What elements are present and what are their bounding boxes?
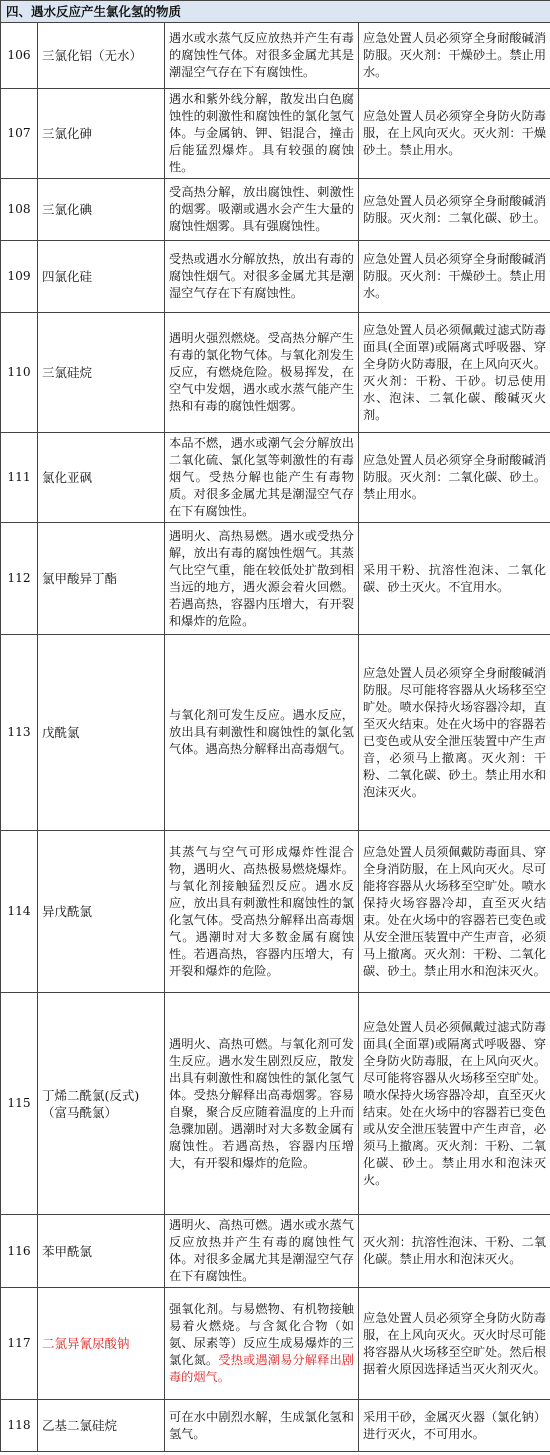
table-row [1, 523, 550, 635]
row-number: 115 [1, 993, 38, 1215]
hazard-property-text: 遇明火强烈燃烧。受高热分解产生有毒的氯化物气体。与氧化剂发生反应，有燃烧危险。极易挥发，在空气中发烟，遇水或水蒸气能产生热和有毒的腐蚀性烟雾。 [169, 331, 354, 413]
hazard-property [165, 313, 359, 433]
hazard-property [165, 1288, 359, 1400]
table-row [1, 993, 550, 1215]
emergency-measure: 应急处置人员必须佩戴过滤式防毒面具(全面罩)或隔离式呼吸器、穿全身防火防毒服，在上风向灭火。尽可能将容器从火场移至空旷处。喷水保持火场容器冷却，直至灭火结束。处在火场中的容器若已变色或从安全泄压装置中产生声音，必须马上撤离。灭火剂：干粉、二氧化碳、砂土。禁止用水和泡沫灭火。 [359, 993, 550, 1215]
section-title: 四、遇水反应产生氯化氢的物质 [1, 1, 550, 23]
substance-name: 戊酰氯 [38, 635, 165, 831]
emergency-measure: 灭火剂：抗溶性泡沫、干粉、二氧化碳。禁止用水和泡沫灭火。 [359, 1215, 550, 1288]
hazard-property-text: 遇明火、高热易燃。遇水或受热分解，放出有毒的腐蚀性烟气。其蒸气比空气重，能在较低处扩散到相当远的地方，遇火源会着火回燃。若遇高热，容器内压增大，有开裂和爆炸的危险。 [169, 528, 354, 628]
table-row [1, 1215, 550, 1288]
hazard-property-text: 可在水中剧烈水解，生成氯化氢和氢气。 [169, 1409, 354, 1441]
hazard-property [165, 23, 359, 89]
row-number: 109 [1, 241, 38, 313]
substance-name: 三氯硅烷 [38, 313, 165, 433]
hazard-property [165, 433, 359, 523]
hazard-property-text: 遇水和紫外线分解，散发出白色腐蚀性的刺激性和腐蚀性的氯化氢气体。与金属钠、钾、铝混合，撞击后能猛烈爆炸。具有较强的腐蚀性。 [169, 92, 354, 174]
row-number: 110 [1, 313, 38, 433]
hazard-property-text: 遇明火、高热可燃。与氧化剂可发生反应。遇水发生剧烈反应，散发出具有刺激性和腐蚀性的氯化氢气体。受热分解释出高毒烟雾。容易自聚，聚合反应随着温度的上升而急骤加剧。遇潮时对大多数金属有腐蚀性。若遇高热，容器内压增大，有开裂和爆炸的危险。 [169, 1036, 354, 1170]
substance-name: 四氯化硅 [38, 241, 165, 313]
emergency-measure: 应急处置人员必须佩戴过滤式防毒面具(全面罩)或隔离式呼吸器、穿全身防火防毒服，在上风向灭火。灭火剂：干粉、干砂。切忌使用水、泡沫、二氧化碳、酸碱灭火剂。 [359, 313, 550, 433]
hazard-property-text: 与氧化剂可发生反应。遇水反应，放出具有刺激性和腐蚀性的氯化氢气体。遇高热分解释出高毒烟气。 [169, 708, 354, 756]
emergency-measure: 应急处置人员必须穿全身防火防毒服，在上风向灭火。灭火时尽可能将容器从火场移至空旷处。然后根据着火原因选择适当灭火剂灭火。 [359, 1288, 550, 1400]
hazard-property-text: 其蒸气与空气可形成爆炸性混合物，遇明火、高热极易燃烧爆炸。与氧化剂接触猛烈反应。遇水反应，放出具有刺激性和腐蚀性的氯化氢气体。受高热分解释出高毒烟气。遇潮时对大多数金属有腐蚀性。若遇高热，容器内压增大，有开裂和爆炸的危险。 [169, 844, 354, 978]
row-number: 112 [1, 523, 38, 635]
emergency-measure: 应急处置人员必须穿全身耐酸碱消防服。灭火剂：二氧化碳、砂土。 [359, 179, 550, 241]
table-row [1, 1288, 550, 1400]
hazard-property-highlight: 受热或遇潮易分解释出剧毒的烟气。 [169, 1353, 354, 1384]
substance-name: 三氯化碘 [38, 179, 165, 241]
emergency-measure: 应急处置人员必须穿全身耐酸碱消防服。尽可能将容器从火场移至空旷处。喷水保持火场容器冷却，直至灭火结束。处在火场中的容器若已变色或从安全泄压装置中产生声音，必须马上撤离。灭火剂：干粉、二氧化碳、砂土。禁止用水和泡沫灭火。 [359, 635, 550, 831]
substance-name: 苯甲酰氯 [38, 1215, 165, 1288]
emergency-measure: 采用干砂，金属灭火器（氯化钠）进行灭火，不可用水。 [359, 1400, 550, 1452]
hazard-property [165, 241, 359, 313]
emergency-measure: 应急处置人员必须穿全身耐酸碱消防服。灭火剂：二氧化碳、砂土。禁止用水。 [359, 433, 550, 523]
hazard-property [165, 831, 359, 993]
table-row [1, 1400, 550, 1452]
row-number: 116 [1, 1215, 38, 1288]
row-number: 108 [1, 179, 38, 241]
substance-name: 丁烯二酰氯(反式)（富马酰氯） [38, 993, 165, 1215]
substance-name: 三氯化铝（无水） [38, 23, 165, 89]
row-number: 107 [1, 89, 38, 179]
table-row [1, 241, 550, 313]
row-number: 106 [1, 23, 38, 89]
substance-name: 氯甲酸异丁酯 [38, 523, 165, 635]
substance-name: 三氯化砷 [38, 89, 165, 179]
row-number: 117 [1, 1288, 38, 1400]
table-row [1, 433, 550, 523]
substance-name: 氯化亚砜 [38, 433, 165, 523]
table-row [1, 23, 550, 89]
emergency-measure: 应急处置人员须佩戴防毒面具、穿全身消防服，在上风向灭火。尽可能将容器从火场移至空旷处。喷水保持火场容器冷却，直至灭火结束。处在火场中的容器若已变色或从安全泄压装置中产生声音，必须马上撤离。灭火剂：干粉、二氧化碳、砂土。禁止用水和泡沫灭火。 [359, 831, 550, 993]
hazard-property [165, 523, 359, 635]
substance-name: 异戊酰氯 [38, 831, 165, 993]
row-number: 113 [1, 635, 38, 831]
emergency-measure: 应急处置人员必须穿全身防火防毒服，在上风向灭火。灭火剂：干燥砂土。禁止用水。 [359, 89, 550, 179]
table-row [1, 313, 550, 433]
substance-name: 二氯异氰尿酸钠 [38, 1288, 165, 1400]
hazard-property [165, 635, 359, 831]
row-number: 114 [1, 831, 38, 993]
emergency-measure: 应急处置人员必须穿全身耐酸碱消防服。灭火剂：干燥砂土。禁止用水。 [359, 23, 550, 89]
hazard-property-text: 遇明火、高热可燃。遇水或水蒸气反应放热并产生有毒的腐蚀性气体。对很多金属尤其是潮湿空气存在下有腐蚀性。 [169, 1218, 354, 1283]
emergency-measure: 应急处置人员必须穿全身耐酸碱消防服。灭火剂：干燥砂土。禁止用水。 [359, 241, 550, 313]
section-header-row [1, 1, 550, 23]
hazard-property-text: 受高热分解，放出腐蚀性、刺激性的烟雾。吸潮或遇水会产生大量的腐蚀性烟雾。具有强腐蚀性。 [169, 185, 354, 233]
hazard-property [165, 179, 359, 241]
table-row [1, 179, 550, 241]
hazard-property [165, 89, 359, 179]
row-number: 111 [1, 433, 38, 523]
row-number: 118 [1, 1400, 38, 1452]
emergency-measure: 采用干粉、抗溶性泡沫、二氧化碳、砂土灭火。不宜用水。 [359, 523, 550, 635]
hazard-property [165, 993, 359, 1215]
hazard-property [165, 1400, 359, 1452]
table-row [1, 831, 550, 993]
table-row [1, 635, 550, 831]
table-row [1, 89, 550, 179]
hazard-property [165, 1215, 359, 1288]
hazard-property-text: 本品不燃，遇水或潮气会分解放出二氧化硫、氯化氢等刺激性的有毒烟气。受热分解也能产生有毒物质。对很多金属尤其是潮湿空气存在下有腐蚀性。 [169, 436, 354, 518]
substance-name: 乙基二氯硅烷 [38, 1400, 165, 1452]
hazard-property-text: 遇水或水蒸气反应放热并产生有毒的腐蚀性气体。对很多金属尤其是潮湿空气存在下有腐蚀性。 [169, 31, 354, 79]
hazard-property-text: 强氧化剂。与易燃物、有机物接触易着火燃烧。与含氮化合物（如氨、尿素等）反应生成易爆炸的三氯化氮。 [169, 1302, 354, 1367]
hazard-property-text: 受热或遇水分解放热，放出有毒的腐蚀性烟气。对很多金属尤其是潮湿空气存在下有腐蚀性。 [169, 252, 354, 300]
